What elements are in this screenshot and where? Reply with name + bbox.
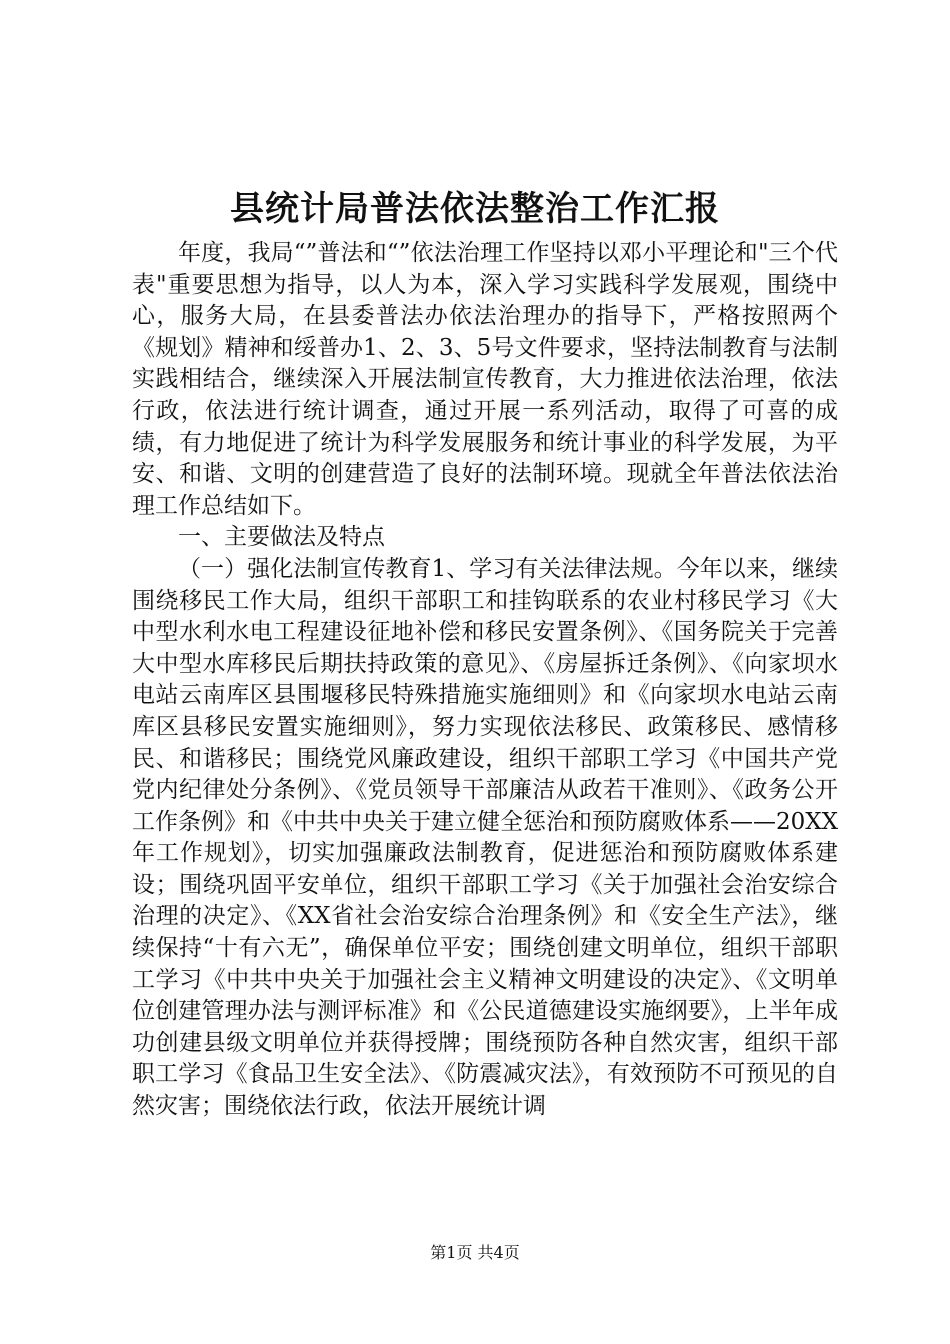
paragraph-section-1: （一）强化法制宣传教育1、学习有关法律法规。今年以来，继续围绕移民工作大局，组织干部职工和挂钩联系的农业村移民学习《大中型水利水电工程建设征地补偿和移民安置条例》、《国务院关于完善大中型水库移民后期扶持政策的意见》、《房屋拆迁条例》、《向家坝水电站云南库区县围堰移民特殊措施实施细则》和《向家坝水电站云南库区县移民安置实施细则》，努力实现依法移民、政策移民、感情移民、和谐移民；围绕党风廉政建设，组织干部职工学习《中国共产党党内纪律处分条例》、《党员领导干部廉洁从政若干准则》、《政务公开工作条例》和《中共中央关于建立健全惩治和预防腐败体系——20XX年工作规划》，切实加强廉政法制教育，促进惩治和预防腐败体系建设；围绕巩固平安单位，组织干部职工学习《关于加强社会治安综合治理的决定》、《XX省社会治安综合治理条例》和《安全生产法》，继续保持“十有六无”，确保单位平安；围绕创建文明单位，组织干部职工学习《中共中央关于加强社会主义精神文明建设的决定》、《文明单位创建管理办法与测评标准》和《公民道德建设实施纲要》，上半年成功创建县级文明单位并获得授牌；围绕预防各种自然灾害，组织干部职工学习《食品卫生安全法》、《防震减灾法》，有效预防不可预见的自然灾害；围绕依法行政，依法开展统计调 [132, 555, 839, 1120]
paragraph-intro: 年度，我局“”普法和“”依法治理工作坚持以邓小平理论和"三个代表"重要思想为指导，以人为本，深入学习实践科学发展观，围绕中心，服务大局，在县委普法办依法治理办的指导下，严格按照两个《规划》精神和绥普办1、2、3、5号文件要求，坚持法制教育与法制实践相结合，继续深入开展法制宣传教育，大力推进依法治理，依法行政，依法进行统计调查，通过开展一系列活动，取得了可喜的成绩，有力地促进了统计为科学发展服务和统计事业的科学发展，为平安、和谐、文明的创建营造了良好的法制环境。现就全年普法依法治理工作总结如下。 [132, 240, 838, 519]
page-footer: 第1页 共4页 [430, 1243, 520, 1262]
page-title: 县统计局普法依法整治工作汇报 [230, 189, 720, 229]
section-heading: 一、主要做法及特点 [178, 524, 385, 551]
document-body [132, 238, 838, 1123]
